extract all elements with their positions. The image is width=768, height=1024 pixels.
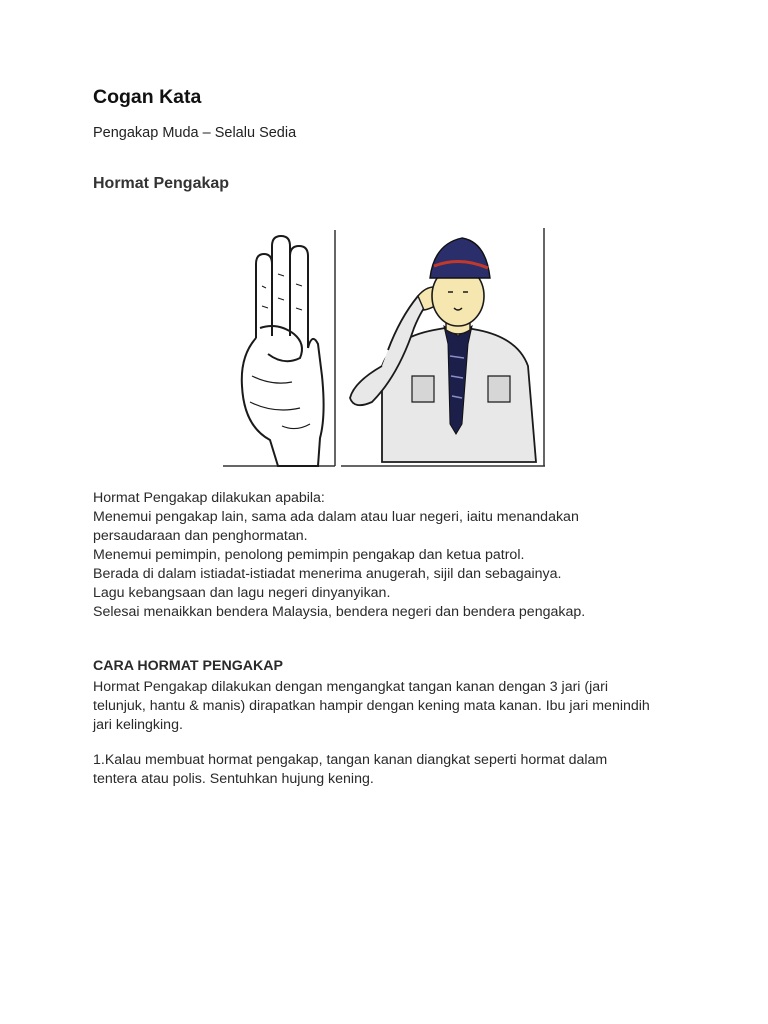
page-title: Cogan Kata <box>93 86 202 108</box>
paragraph: Menemui pemimpin, penolong pemimpin pengakap dan ketua patrol. <box>93 547 525 563</box>
paragraph: Berada di dalam istiadat-istiadat menerima anugerah, sijil dan sebagainya. <box>93 566 562 582</box>
method-title: CARA HORMAT PENGAKAP <box>93 658 283 674</box>
motto-text: Pengakap Muda – Selalu Sedia <box>93 125 297 141</box>
paragraph: Lagu kebangsaan dan lagu negeri dinyanyikan. <box>93 585 391 601</box>
salute-occasions <box>93 489 653 622</box>
paragraph: Hormat Pengakap dilakukan apabila: <box>93 490 325 506</box>
salute-illustration <box>222 226 547 470</box>
section-title: Hormat Pengakap <box>93 175 230 192</box>
step-1-text: 1.Kalau membuat hormat pengakap, tangan kanan diangkat seperti hormat dalam tentera atau polis. Sentuhkan hujung kening. <box>93 752 608 787</box>
method-text: Hormat Pengakap dilakukan dengan mengangkat tangan kanan dengan 3 jari (jari telunjuk, hantu & manis) dirapatkan hampir dengan kening mata kanan. Ibu jari menindih jari kelingking. <box>93 679 650 733</box>
paragraph: Menemui pengakap lain, sama ada dalam atau luar negeri, iaitu menandakan persaudaraan dan penghormatan. <box>93 509 579 544</box>
paragraph: Selesai menaikkan bendera Malaysia, bendera negeri dan bendera pengakap. <box>93 604 586 620</box>
hand-sign-panel <box>223 230 335 466</box>
salute-figure <box>222 226 547 470</box>
scout-salute-panel <box>341 228 545 466</box>
